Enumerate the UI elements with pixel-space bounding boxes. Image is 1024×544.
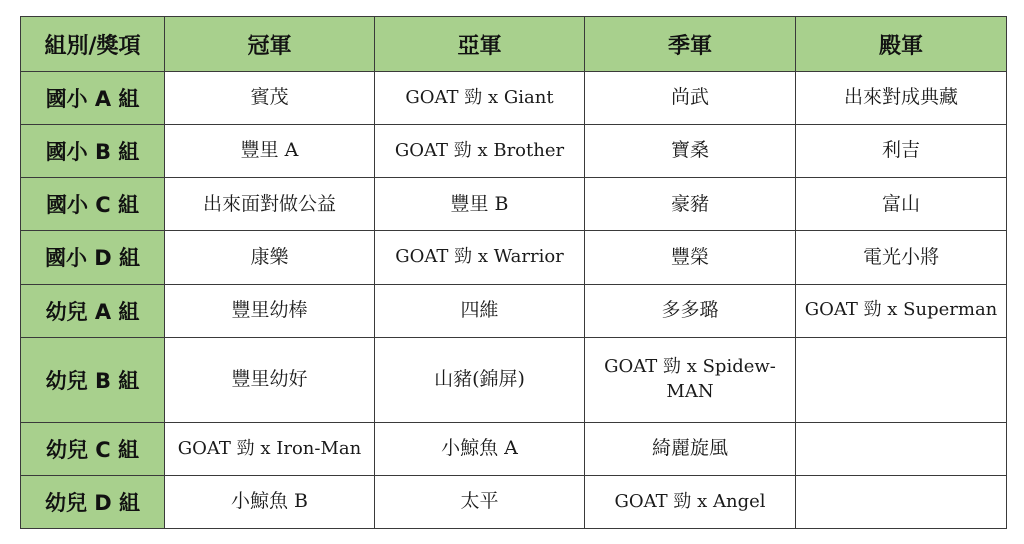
row-group-label: 幼兒 D 組 bbox=[21, 475, 165, 528]
third-place-cell: 尚武 bbox=[585, 72, 796, 125]
first-place-cell: 賓茂 bbox=[165, 72, 375, 125]
first-place-cell: 小鯨魚 B bbox=[165, 475, 375, 528]
awards-table bbox=[20, 16, 1007, 529]
table-row bbox=[21, 284, 1007, 337]
fourth-place-cell bbox=[796, 422, 1007, 475]
header-row bbox=[21, 17, 1007, 72]
third-place-cell: 豪豬 bbox=[585, 178, 796, 231]
header-first-place: 冠軍 bbox=[165, 17, 375, 72]
first-place-cell: 豐里幼棒 bbox=[165, 284, 375, 337]
fourth-place-cell bbox=[796, 475, 1007, 528]
fourth-place-cell: 富山 bbox=[796, 178, 1007, 231]
fourth-place-cell: 出來對成典藏 bbox=[796, 72, 1007, 125]
row-group-label: 國小 C 組 bbox=[21, 178, 165, 231]
second-place-cell: 四維 bbox=[375, 284, 585, 337]
first-place-cell: GOAT 勁 x Iron-Man bbox=[165, 422, 375, 475]
third-place-cell: 豐榮 bbox=[585, 231, 796, 284]
table-body bbox=[21, 72, 1007, 529]
second-place-cell: 小鯨魚 A bbox=[375, 422, 585, 475]
third-place-cell: GOAT 勁 x Spidew-MAN bbox=[585, 337, 796, 422]
first-place-cell: 出來面對做公益 bbox=[165, 178, 375, 231]
row-group-label: 國小 D 組 bbox=[21, 231, 165, 284]
header-third-place: 季軍 bbox=[585, 17, 796, 72]
table-row bbox=[21, 72, 1007, 125]
third-place-cell: 綺麗旋風 bbox=[585, 422, 796, 475]
fourth-place-cell: 利吉 bbox=[796, 125, 1007, 178]
second-place-cell: 太平 bbox=[375, 475, 585, 528]
header-fourth-place: 殿軍 bbox=[796, 17, 1007, 72]
row-group-label: 國小 A 組 bbox=[21, 72, 165, 125]
second-place-cell: GOAT 勁 x Giant bbox=[375, 72, 585, 125]
second-place-cell: 山豬(錦屏) bbox=[375, 337, 585, 422]
second-place-cell: 豐里 B bbox=[375, 178, 585, 231]
header-group-label: 組別/獎項 bbox=[21, 17, 165, 72]
table-row bbox=[21, 178, 1007, 231]
row-group-label: 幼兒 B 組 bbox=[21, 337, 165, 422]
table-row bbox=[21, 422, 1007, 475]
fourth-place-cell bbox=[796, 337, 1007, 422]
table-header bbox=[21, 17, 1007, 72]
row-group-label: 幼兒 C 組 bbox=[21, 422, 165, 475]
table-row bbox=[21, 337, 1007, 422]
row-group-label: 幼兒 A 組 bbox=[21, 284, 165, 337]
row-group-label: 國小 B 組 bbox=[21, 125, 165, 178]
first-place-cell: 豐里 A bbox=[165, 125, 375, 178]
table-row bbox=[21, 475, 1007, 528]
first-place-cell: 康樂 bbox=[165, 231, 375, 284]
table-row bbox=[21, 231, 1007, 284]
second-place-cell: GOAT 勁 x Warrior bbox=[375, 231, 585, 284]
fourth-place-cell: GOAT 勁 x Superman bbox=[796, 284, 1007, 337]
header-second-place: 亞軍 bbox=[375, 17, 585, 72]
first-place-cell: 豐里幼好 bbox=[165, 337, 375, 422]
third-place-cell: 多多璐 bbox=[585, 284, 796, 337]
third-place-cell: 寶桑 bbox=[585, 125, 796, 178]
table-row bbox=[21, 125, 1007, 178]
third-place-cell: GOAT 勁 x Angel bbox=[585, 475, 796, 528]
fourth-place-cell: 電光小將 bbox=[796, 231, 1007, 284]
second-place-cell: GOAT 勁 x Brother bbox=[375, 125, 585, 178]
